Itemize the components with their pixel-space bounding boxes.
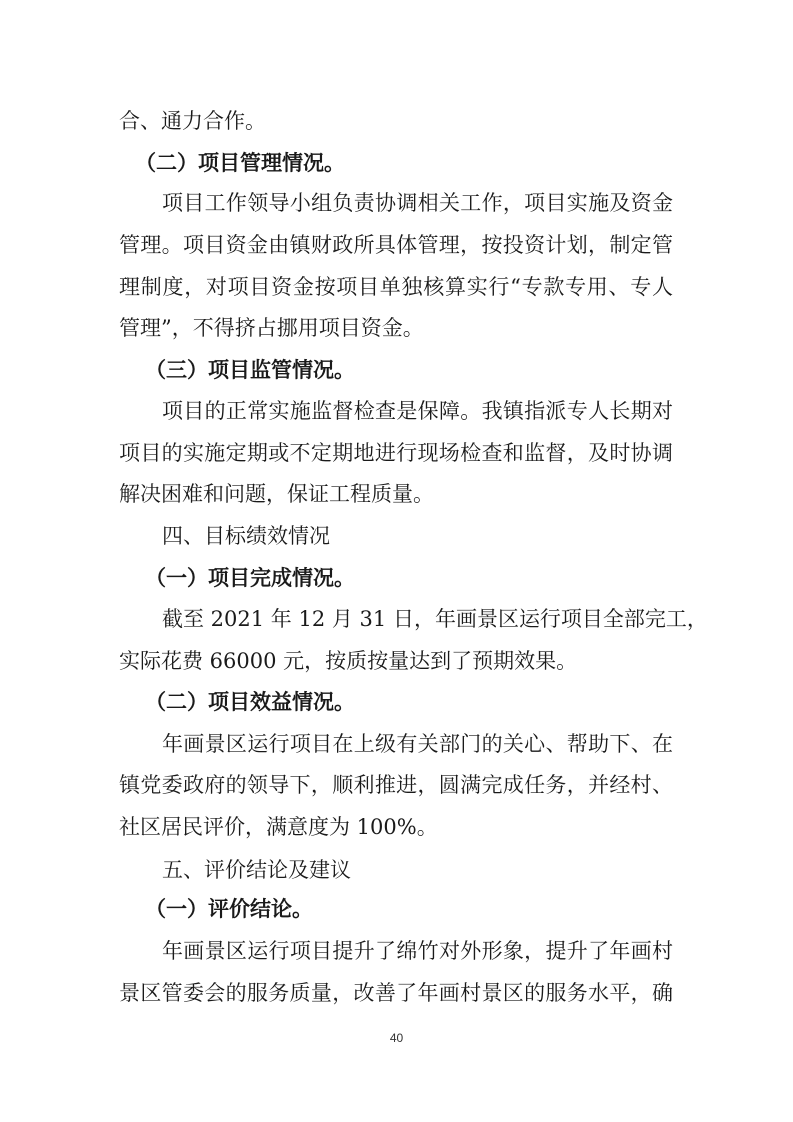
section-heading: 四、目标绩效情况 bbox=[162, 524, 330, 548]
body-line: 截至 2021 年 12 月 31 日，年画景区运行项目全部完工， bbox=[162, 607, 708, 631]
subheading: （一）项目完成情况。 bbox=[145, 565, 355, 590]
body-line: 项目的实施定期或不定期地进行现场检查和监督，及时协调 bbox=[119, 441, 673, 465]
body-line: 项目的正常实施监督检查是保障。我镇指派专人长期对 bbox=[162, 399, 673, 423]
body-line: 景区管委会的服务质量，改善了年画村景区的服务水平，确 bbox=[119, 981, 673, 1005]
subheading: （二）项目管理情况。 bbox=[135, 150, 345, 175]
body-line: 理制度，对项目资金按项目单独核算实行“专款专用、专人 bbox=[119, 275, 673, 299]
body-line: 项目工作领导小组负责协调相关工作，项目实施及资金 bbox=[162, 191, 673, 215]
body-line: 管理”，不得挤占挪用项目资金。 bbox=[119, 316, 424, 340]
subheading: （一）评价结论。 bbox=[145, 896, 313, 921]
body-line: 镇党委政府的领导下，顺利推进，圆满完成任务，并经村、 bbox=[119, 773, 673, 797]
section-heading: 五、评价结论及建议 bbox=[162, 858, 351, 882]
body-line: 管理。项目资金由镇财政所具体管理，按投资计划，制定管 bbox=[119, 233, 673, 257]
body-line: 社区居民评价，满意度为 100%。 bbox=[119, 815, 438, 839]
page-number: 40 bbox=[389, 1031, 404, 1045]
body-line: 实际花费 66000 元，按质按量达到了预期效果。 bbox=[119, 649, 578, 673]
subheading: （三）项目监管情况。 bbox=[145, 357, 355, 382]
body-line: 合、通力合作。 bbox=[119, 109, 266, 133]
body-line: 解决困难和问题，保证工程质量。 bbox=[119, 482, 434, 506]
subheading: （二）项目效益情况。 bbox=[145, 689, 355, 714]
body-line: 年画景区运行项目提升了绵竹对外形象，提升了年画村 bbox=[162, 939, 673, 963]
body-line: 年画景区运行项目在上级有关部门的关心、帮助下、在 bbox=[162, 732, 673, 756]
